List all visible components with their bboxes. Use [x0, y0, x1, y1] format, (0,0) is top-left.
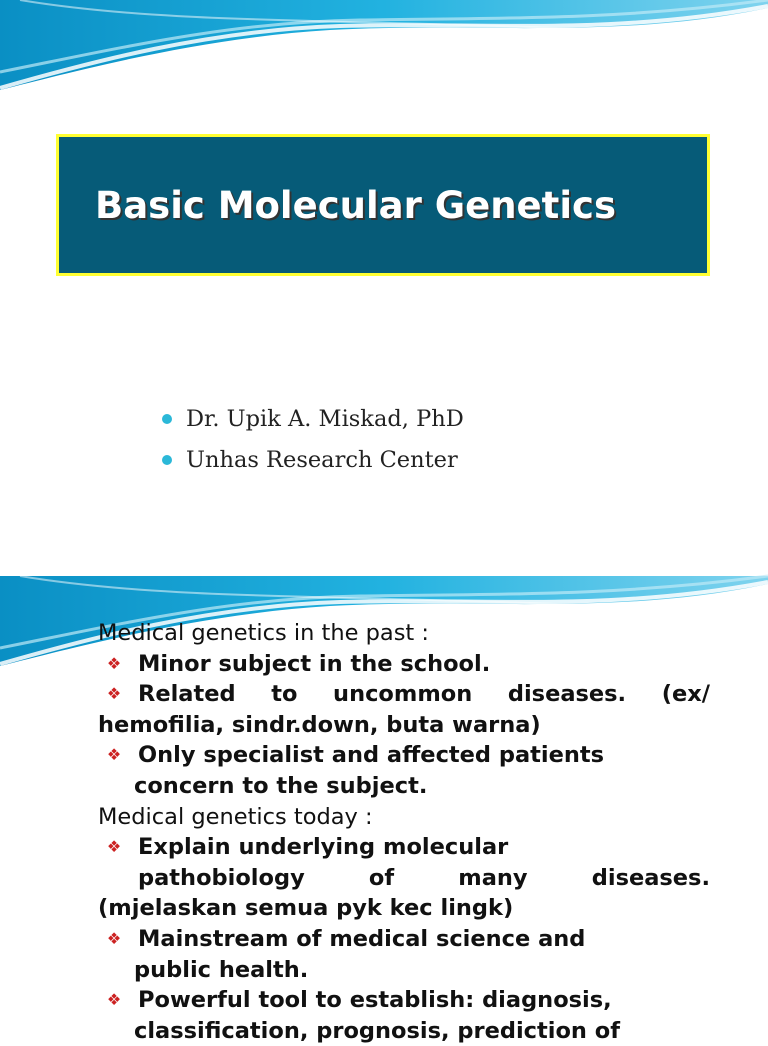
list-item-text: Explain underlying molecular [138, 834, 509, 861]
heading-past: Medical genetics in the past : [98, 620, 429, 646]
author-name: Dr. Upik A. Miskad, PhD [186, 406, 464, 432]
list-item-text: Only specialist and affected patients [138, 742, 605, 769]
diamond-bullet-icon: ❖ [106, 745, 122, 765]
circle-bullet-icon [162, 455, 172, 465]
circle-bullet-icon [162, 414, 172, 424]
list-item-continuation [98, 863, 710, 894]
list-item [98, 985, 710, 1016]
list-item [98, 679, 710, 710]
author-list [160, 400, 464, 482]
diamond-bullet-icon: ❖ [106, 684, 122, 704]
slide-title: Basic Molecular Genetics [95, 183, 616, 227]
wave-header-decoration [0, 0, 768, 100]
word: diseases. [507, 681, 627, 708]
word: Related [138, 681, 236, 708]
list-item-continuation: hemofilia, sindr.down, buta warna) [98, 711, 541, 738]
word: many [458, 864, 528, 891]
list-item-continuation: classification, prognosis, prediction of [134, 1017, 621, 1044]
diamond-bullet-icon: ❖ [106, 928, 122, 948]
content-body [98, 618, 710, 1046]
word: to [271, 681, 298, 708]
diamond-bullet-icon: ❖ [106, 990, 122, 1010]
diamond-bullet-icon: ❖ [106, 653, 122, 673]
diamond-bullet-icon: ❖ [106, 837, 122, 857]
word: uncommon [333, 681, 473, 708]
list-item [160, 400, 464, 441]
list-item [160, 441, 464, 482]
word: of [368, 864, 395, 891]
title-box [56, 134, 710, 276]
word: (ex/ [661, 681, 710, 708]
content-slide [0, 576, 768, 1044]
list-item-text: Powerful tool to establish: diagnosis, [138, 987, 612, 1014]
list-item-continuation: public health. [134, 956, 309, 983]
list-item [98, 740, 710, 771]
word: pathobiology [138, 864, 305, 891]
word: diseases. [591, 864, 710, 891]
list-item-continuation: concern to the subject. [134, 772, 428, 799]
list-item-text: Mainstream of medical science and [138, 925, 586, 952]
institution-name: Unhas Research Center [186, 447, 458, 473]
list-item [98, 924, 710, 955]
list-item [98, 649, 710, 680]
list-item [98, 832, 710, 863]
list-item-text: Minor subject in the school. [138, 650, 491, 677]
list-item-continuation: (mjelaskan semua pyk kec lingk) [98, 895, 514, 922]
heading-today: Medical genetics today : [98, 803, 373, 830]
